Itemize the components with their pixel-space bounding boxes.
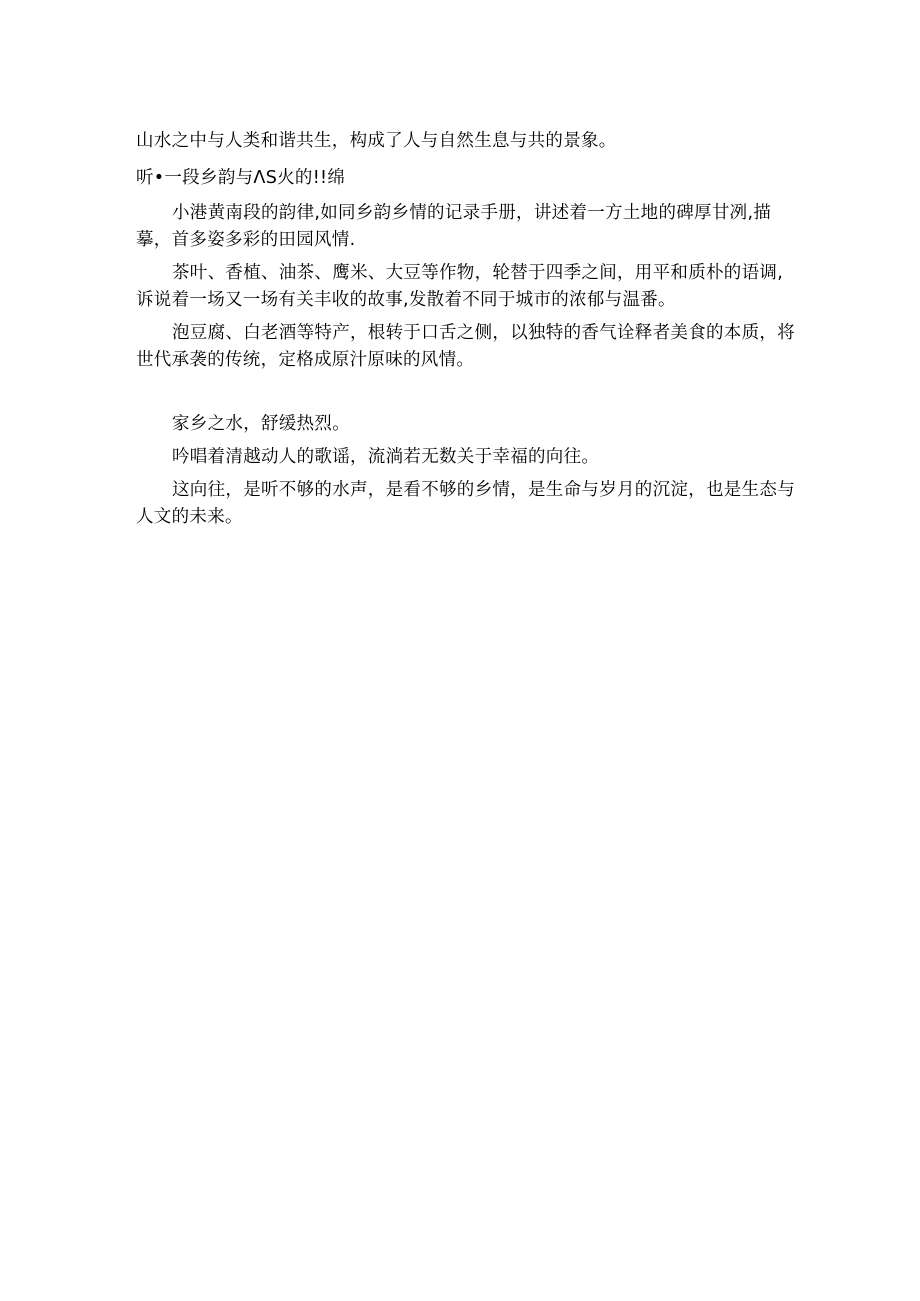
paragraph-rhythm: 小港黄南段的韵律,如同乡韵乡情的记录手册，讲述着一方土地的碑厚甘冽,描摹，首多姿多彩的田园风情. bbox=[136, 203, 772, 250]
paragraph-longing: 这向往，是听不够的水声，是看不够的乡情，是生命与岁月的沉淀，也是生态与人文的未来。 bbox=[136, 480, 795, 527]
paragraph-hometown-water: 家乡之水，舒缓热烈。 bbox=[172, 414, 350, 434]
paragraph-harmony: 山水之中与人类和谐共生，构成了人与自然生息与共的景象。 bbox=[136, 131, 617, 151]
paragraph-specialties: 泡豆腐、白老酒等特产，根转于口舌之侧，以独特的香气诠释者美食的本质，将世代承袭的传统，定格成原汁原味的风情。 bbox=[136, 323, 795, 370]
paragraph-song: 吟唱着清越动人的歌谣，流淌若无数关于幸福的向往。 bbox=[172, 447, 600, 467]
section-heading: 听•一段乡韵与ΛS火的!!绵 bbox=[136, 168, 346, 188]
paragraph-crops: 茶叶、香植、油茶、鹰米、大豆等作物，轮替于四季之间，用平和质朴的语调,诉说着一场又一场有关丰收的故事,发散着不同于城市的浓郁与温番。 bbox=[136, 263, 784, 310]
document-body bbox=[136, 128, 796, 531]
